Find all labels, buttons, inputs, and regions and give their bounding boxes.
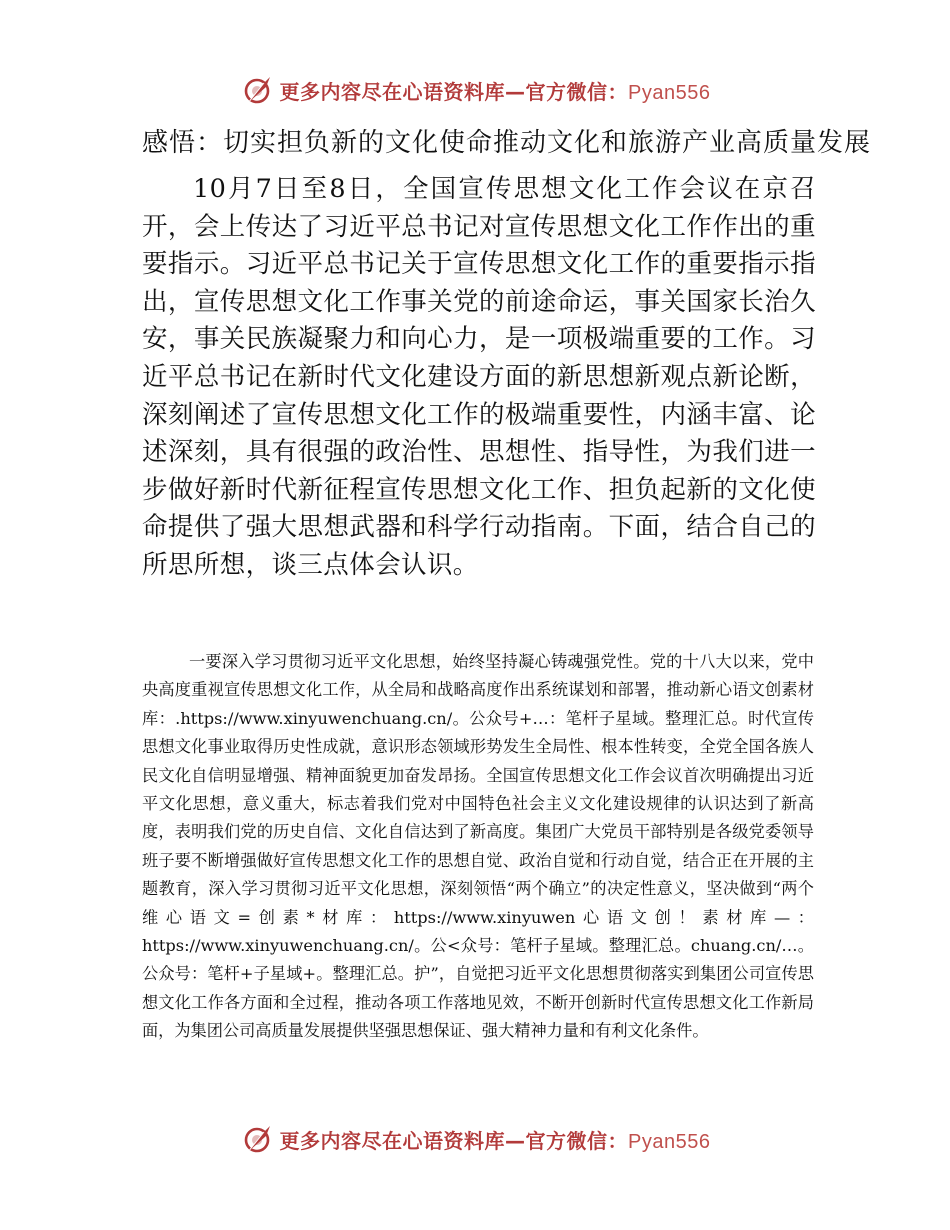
banner-wechat-label: 官方微信： <box>525 1128 629 1153</box>
banner-wechat-id: Pyan556 <box>628 81 711 104</box>
banner-dash: — <box>505 79 526 104</box>
banner-wechat-label: 官方微信： <box>525 79 629 104</box>
banner-text <box>280 1125 711 1154</box>
body-paragraph: 一要深入学习贯彻习近平文化思想，始终坚持凝心铸魂强党性。党的十八大以来，党中央高度重视宣传思想文化工作，从全局和战略高度作出系统谋划和部署，推动新心语文创素材库：.https://www.xinyuwenchuang.cn/。公众号+…：笔杆子星域。整理汇总。时代宣传思想文化事业取得历史性成就，意识形态领域形势发生全局性、根本性转变，全党全国各族人民文化自信明显增强、精神面貌更加奋发昂扬。全国宣传思想文化工作会议首次明确提出习近平文化思想，意义重大，标志着我们党对中国特色社会主义文化建设规律的认识达到了新高度，表明我们党的历史自信、文化自信达到了新高度。集团广大党员干部特别是各级党委领导班子要不断增强做好宣传思想文化工作的思想自觉、政治自觉和行动自觉，结合正在开展的主题教育，深入学习贯彻习近平文化思想，深刻领悟“两个确立”的决定性意义，坚决做到“两个维心语文=创素*材库：https://www.xinyuwen心语文创！素材库—：https://www.xinyuwenchuang.cn/。公<众号：笔杆子星域。整理汇总。chuang.cn/…。公众号：笔杆+子星域+。整理汇总。护”，自觉把习近平文化思想贯彻落实到集团公司宣传思想文化工作各方面和全过程，推动各项工作落地见效，不断开创新时代宣传思想文化工作新局面，为集团公司高质量发展提供坚强思想保证、强大精神力量和有利文化条件。 <box>142 652 814 1041</box>
banner-wechat-id: Pyan556 <box>628 1130 711 1153</box>
banner-dash: — <box>505 1128 526 1153</box>
header-banner <box>0 70 950 110</box>
intro-paragraph: 10月7日至8日，全国宣传思想文化工作会议在京召开，会上传达了习近平总书记对宣传思想文化工作作出的重要指示。习近平总书记关于宣传思想文化工作的重要指示指出，宣传思想文化工作事关党的前途命运，事关国家长治久安，事关民族凝聚力和向心力，是一项极端重要的工作。习近平总书记在新时代文化建设方面的新思想新观点新论断，深刻阐述了宣传思想文化工作的极端重要性，内涵丰富、论述深刻，具有很强的政治性、思想性、指导性，为我们进一步做好新时代新征程宣传思想文化工作、担负起新的文化使命提供了强大思想武器和科学行动指南。下面，结合自己的所思所想，谈三点体会认识。 <box>142 174 816 580</box>
banner-text <box>280 76 711 105</box>
footer-banner <box>0 1119 950 1159</box>
banner-library-text: 更多内容尽在心语资料库 <box>279 79 506 104</box>
banner-library-text: 更多内容尽在心语资料库 <box>279 1128 506 1153</box>
quill-pen-logo-icon <box>240 1122 274 1156</box>
document-title: 感悟：切实担负新的文化使命推动文化和旅游产业高质量发展 <box>142 128 872 158</box>
quill-pen-logo-icon <box>240 73 274 107</box>
